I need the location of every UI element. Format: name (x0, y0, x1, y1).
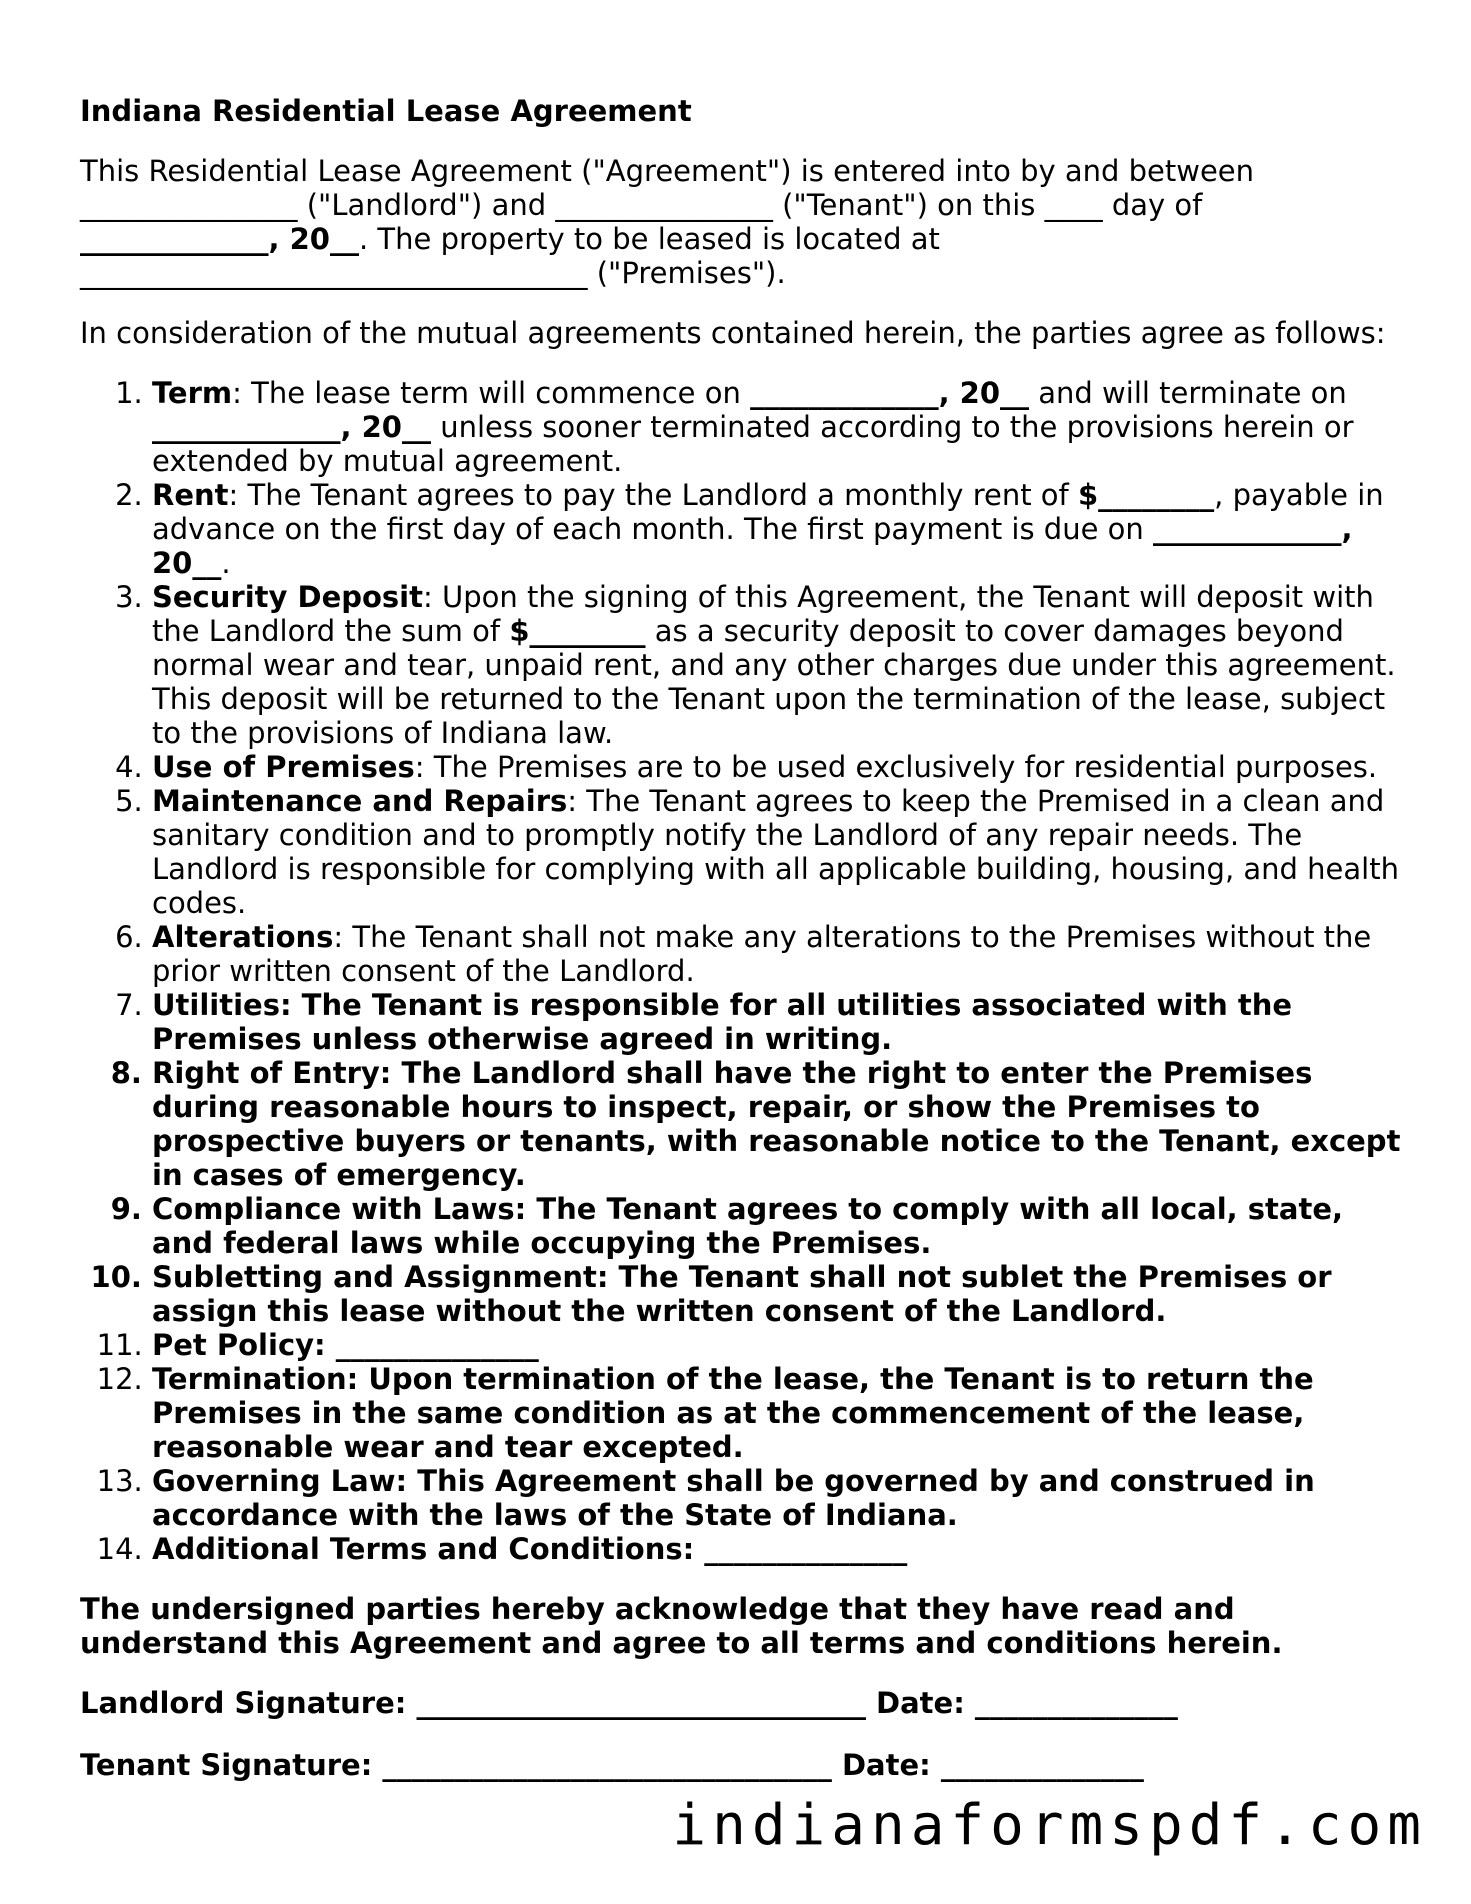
intro-text-6: ("Premises"). (587, 256, 786, 290)
watermark: indianaformspdf.com (672, 1793, 1427, 1858)
document-title: Indiana Residential Lease Agreement (80, 94, 692, 128)
date-blank: _____________, 20__ (80, 222, 359, 256)
list-item-alterations (152, 920, 1405, 988)
rent-text-3: . (221, 546, 231, 580)
list-item-use-of-premises (152, 750, 1405, 784)
list-item-utilities: 7. Utilities: The Tenant is responsible for all utilities associated with the Premises unless otherwise agreed in writing. (152, 988, 1405, 1056)
list-item-compliance: 9. Compliance with Laws: The Tenant agrees to comply with all local, state, and federal laws while occupying the Premises. (152, 1192, 1405, 1260)
list-item-rent (152, 478, 1405, 580)
list-item-subletting: 10. Subletting and Assignment: The Tenant shall not sublet the Premises or assign this lease without the written consent of the Landlord. (152, 1260, 1405, 1328)
deposit-text-1: : Upon the signing of this Agreement, the Tenant will deposit with the Landlord the sum of (152, 580, 1374, 648)
tenant-signature-line: Tenant Signature: _______________________________ Date: ______________ (80, 1748, 1144, 1782)
acknowledgment-paragraph: The undersigned parties hereby acknowledge that they have read and understand this Agreement and agree to all terms and conditions herein. (80, 1592, 1283, 1660)
rent-label: Rent (152, 478, 229, 512)
landlord-signature-line: Landlord Signature: _______________________________ Date: ______________ (80, 1686, 1178, 1720)
list-item-maintenance (152, 784, 1405, 920)
landlord-name-blank: _______________ (80, 188, 298, 222)
intro-paragraph (80, 154, 1405, 290)
tenant-name-blank: _______________ (555, 188, 773, 222)
deposit-amount-blank: $________ (509, 614, 646, 648)
intro-text-2: ("Landlord") and (297, 188, 556, 222)
term-end-blank: _____________, 20__ (152, 410, 431, 444)
intro-text-3: ("Tenant") on this (772, 188, 1045, 222)
use-text: : The Premises are to be used exclusively for residential purposes. (414, 750, 1378, 784)
term-text-2: and will terminate on (1029, 376, 1347, 410)
term-start-blank: _____________, 20__ (750, 376, 1030, 410)
rent-text-2: , payable in advance on the first day of each month. The first payment is due on (152, 478, 1384, 546)
premises-address-blank: ___________________________________ (80, 256, 588, 290)
list-item-security-deposit (152, 580, 1405, 750)
alterations-text: : The Tenant shall not make any alterations to the Premises without the prior written consent of the Landlord. (152, 920, 1372, 988)
day-blank: ____ (1044, 188, 1103, 222)
list-item-additional-terms: 14. Additional Terms and Conditions: ______________ (152, 1532, 1405, 1566)
terms-list (80, 376, 1405, 1566)
rent-text-1: : The Tenant agrees to pay the Landlord a monthly rent of (228, 478, 1078, 512)
deposit-text-2: as a security deposit to cover damages beyond normal wear and tear, unpaid rent, and any other charges due under this agreement. This deposit will be returned to the Tenant upon the termination of the lease, subject to the provisions of Indiana law. (152, 614, 1396, 750)
term-text-1: : The lease term will commence on (232, 376, 751, 410)
lease-document (80, 94, 1405, 1810)
list-item-right-of-entry: 8. Right of Entry: The Landlord shall have the right to enter the Premises during reasonable hours to inspect, repair, or show the Premises to prospective buyers or tenants, with reasonable notice to the Tenant, except in cases of emergency. (152, 1056, 1405, 1192)
use-label: Use of Premises (152, 750, 415, 784)
intro-text-1: This Residential Lease Agreement ("Agreement") is entered into by and between (80, 154, 1255, 188)
list-item-termination: 12. Termination: Upon termination of the lease, the Tenant is to return the Premises in the same condition as at the commencement of the lease, reasonable wear and tear excepted. (152, 1362, 1405, 1464)
rent-amount-blank: $________ (1077, 478, 1215, 512)
term-text-3: unless sooner terminated according to the provisions herein or extended by mutual agreement. (152, 410, 1354, 478)
consideration-paragraph: In consideration of the mutual agreements contained herein, the parties agree as follows: (80, 316, 1386, 350)
maintenance-label: Maintenance and Repairs (152, 784, 568, 818)
maintenance-text: : The Tenant agrees to keep the Premised in a clean and sanitary condition and to promptly notify the Landlord of any repair needs. The Landlord is responsible for complying with all applicable building, housing, and health codes. (152, 784, 1399, 920)
list-item-pet-policy: 11. Pet Policy: ______________ (152, 1328, 1405, 1362)
alterations-label: Alterations (152, 920, 334, 954)
intro-text-4: day of (1102, 188, 1203, 222)
rent-first-payment-blank: _____________, 20__ (152, 512, 1353, 580)
list-item-governing-law: 13. Governing Law: This Agreement shall be governed by and construed in accordance with the laws of the State of Indiana. (152, 1464, 1405, 1532)
list-item-term (152, 376, 1405, 478)
term-label: Term (152, 376, 233, 410)
deposit-label: Security Deposit (152, 580, 423, 614)
intro-text-5: . The property to be leased is located at (358, 222, 940, 256)
